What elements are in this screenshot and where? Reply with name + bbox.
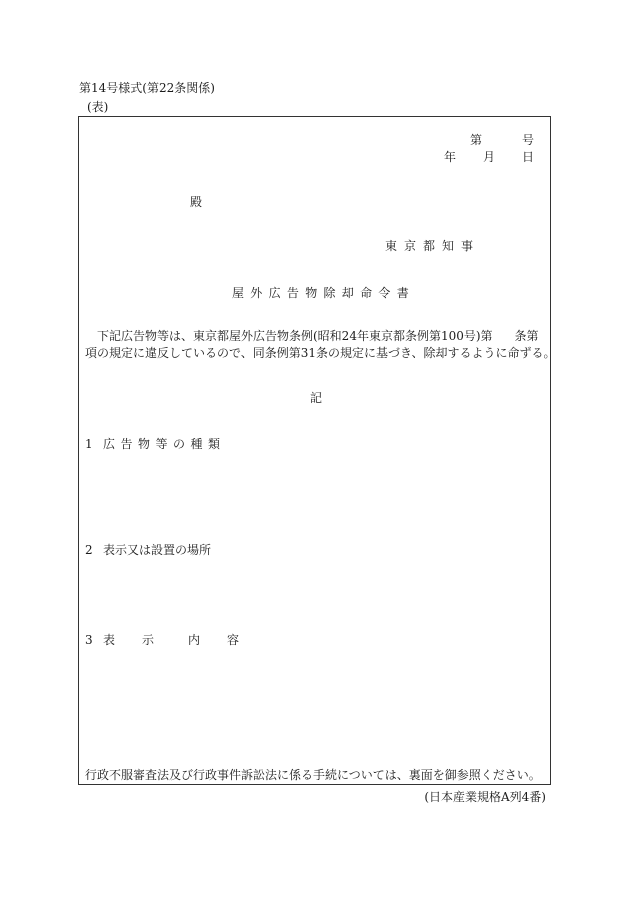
issuer-name: 東京都知事 — [385, 239, 481, 253]
item-number: 2 — [85, 543, 93, 557]
item-label-char: 表 — [103, 633, 116, 647]
face-side-label: (表) — [87, 100, 109, 114]
date-line — [444, 151, 534, 163]
item-number: 3 — [85, 633, 93, 647]
body-text-line-1 — [97, 330, 539, 342]
item-number: 1 — [85, 437, 93, 451]
number-prefix: 第 — [469, 133, 482, 147]
document-number-line — [470, 134, 534, 146]
number-suffix: 号 — [521, 133, 534, 147]
item-label-char: 内 — [188, 633, 201, 647]
form-number-label: 第14号様式(第22条関係) — [79, 81, 215, 95]
item-label: 表示又は設置の場所 — [103, 543, 212, 557]
item-label: 広告物等の種類 — [103, 437, 226, 451]
addressee-suffix: 殿 — [190, 195, 203, 209]
body-text-part-2: 条第 — [514, 329, 539, 343]
appeal-notice: 行政不服審査法及び行政事件訴訟法に係る手続については、裏面を御参照ください。 — [85, 768, 541, 782]
item-display-content — [85, 634, 239, 646]
item-advertisement-type — [85, 438, 226, 450]
date-year: 年 — [443, 150, 456, 164]
item-label-char: 容 — [227, 633, 240, 647]
item-display-location — [85, 544, 211, 556]
ki-heading: 記 — [310, 391, 323, 405]
body-text-line-2: 項の規定に違反しているので、同条例第31条の規定に基づき、除却するように命ずる。 — [85, 346, 556, 360]
item-label-char: 示 — [142, 633, 155, 647]
date-day: 日 — [521, 150, 534, 164]
document-title: 屋外広告物除却命令書 — [232, 286, 416, 300]
paper-size-note: (日本産業規格A列4番) — [424, 790, 546, 804]
body-text-part-1: 下記広告物等は、東京都屋外広告物条例(昭和24年東京都条例第100号)第 — [97, 329, 493, 343]
date-month: 月 — [482, 150, 495, 164]
